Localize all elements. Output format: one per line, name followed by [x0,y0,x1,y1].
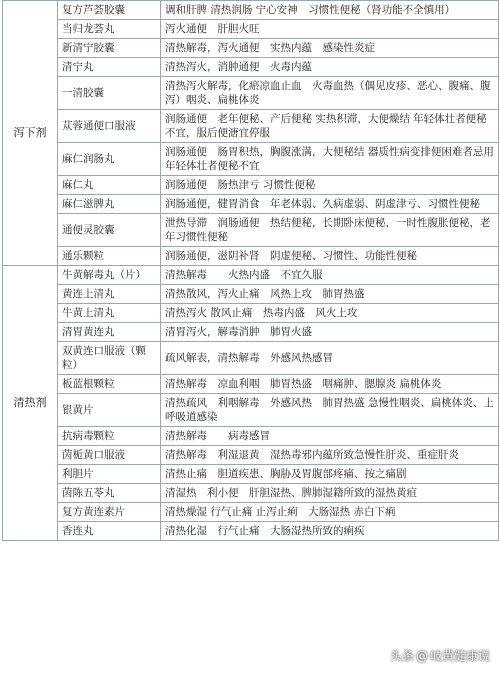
table-row [3,375,499,394]
indication-cell: 清热泻火解毒，化瘀凉血止血 火毒血热（偶见皮疹、恶心、腹痛、腹泻）咽炎、扁桃体炎 [161,77,499,110]
indication-cell: 清热解毒，泻火通便 实热内蕴 感染性炎症 [161,39,499,58]
indication-cell: 清热解毒 利湿退黄 湿热毒邪内蕴所致急慢性肝炎、重症肝炎 [161,446,499,465]
drug-name-cell: 银黄片 [58,394,161,427]
table-row [3,446,499,465]
drug-name-cell: 板蓝根颗粒 [58,375,161,394]
table-row [3,58,499,77]
category-cell: 泻下剂 [3,1,58,266]
drug-name-cell: 复方黄连素片 [58,503,161,522]
drug-name-cell: 清宁丸 [58,58,161,77]
table-row [3,394,499,427]
table-row [3,522,499,541]
table-row [3,143,499,176]
table-row [3,304,499,323]
drug-name-cell: 通便灵胶囊 [58,214,161,247]
drug-name-cell: 麻仁丸 [58,176,161,195]
table-row [3,465,499,484]
table-row [3,176,499,195]
drug-name-cell: 新清宁胶囊 [58,39,161,58]
indication-cell: 调和肝脾 清热润肠 宁心安神 习惯性便秘（肾功能不全慎用） [161,1,499,20]
indication-cell: 清热散风，泻火止痛 风热上攻 肺胃热盛 [161,285,499,304]
drug-name-cell: 一清胶囊 [58,77,161,110]
drug-name-cell: 通乐颗粒 [58,247,161,266]
drug-name-cell: 苁蓉通便口服液 [58,110,161,143]
table-row [3,1,499,20]
table-row [3,77,499,110]
drug-name-cell: 抗病毒颗粒 [58,427,161,446]
drug-name-cell: 麻仁润肠丸 [58,143,161,176]
table-row [3,110,499,143]
drug-name-cell: 牛黄上清丸 [58,304,161,323]
indication-cell: 清热疏风 利咽解毒 外感风热 肺胃热盛 急慢性咽炎、扁桃体炎、上呼吸道感染 [161,394,499,427]
table-row [3,484,499,503]
indication-cell: 清热泻火 散风止痛 热毒内盛 风火上攻 [161,304,499,323]
indication-cell: 清热泻火，消肿通便 火毒内蕴 [161,58,499,77]
indication-cell: 清热解毒 病毒感冒 [161,427,499,446]
table-row [3,247,499,266]
indication-cell: 泻火通便 肝胆火旺 [161,20,499,39]
indication-cell: 清胃泻火，解毒消肿 肺胃火盛 [161,323,499,342]
drug-name-cell: 复方芦荟胶囊 [58,1,161,20]
indication-cell: 润肠通便 肠热津亏 习惯性便秘 [161,176,499,195]
indication-cell: 清热解毒 火热内盛 不宜久服 [161,266,499,285]
watermark-platform: 头条 [389,649,414,663]
indication-cell: 清热解毒 凉血利咽 肺胃热盛 咽痛肿、腮腺炎 扁桃体炎 [161,375,499,394]
drug-name-cell: 清胃黄连丸 [58,323,161,342]
indication-cell: 润肠通便 老年便秘、产后便秘 实热积滞，大便燥结 年轻体壮者便秘不宜，服后便溏宜停服 [161,110,499,143]
indication-cell: 润肠通便，健胃消食 年老体弱、久病虚弱、阴虚津亏、习惯性便秘 [161,195,499,214]
indication-cell: 清热燥湿 行气止痛 止泻止痢 大肠湿热 赤白下痢 [161,503,499,522]
table-row [3,214,499,247]
table-row [3,20,499,39]
table-row [3,323,499,342]
drug-name-cell: 茵陈五苓丸 [58,484,161,503]
drug-name-cell: 香连丸 [58,522,161,541]
table-row [3,285,499,304]
drug-name-cell: 牛黄解毒丸（片） [58,266,161,285]
drug-name-cell: 麻仁滋脾丸 [58,195,161,214]
drug-name-cell: 茵栀黄口服液 [58,446,161,465]
indication-cell: 润肠通便 肠胃积热，胸腹涨满，大便秘结 器质性病变排便困难者忌用 年轻体壮者便秘不宜 [161,143,499,176]
table-row [3,503,499,522]
table-row [3,39,499,58]
indication-cell: 泄热导滞 润肠通便 热结便秘，长期卧床便秘，一时性腹胀便秘，老年习惯性便秘 [161,214,499,247]
drug-name-cell: 双黄连口服液（颗粒） [58,342,161,375]
table-row [3,266,499,285]
indication-cell: 清热化湿 行气止痛 大肠湿热所致的痢疾 [161,522,499,541]
category-cell: 清热剂 [3,266,58,541]
table-row [3,427,499,446]
drug-name-cell: 黄连上清丸 [58,285,161,304]
indication-cell: 清湿热 利小便 肝胆湿热、脾肺湿籍所致的湿热黄疸 [161,484,499,503]
table-row [3,342,499,375]
indication-cell: 疏风解表，清热解毒 外感风热感冒 [161,342,499,375]
table-body [3,1,499,541]
watermark [390,647,490,664]
table-row [3,195,499,214]
drug-table [2,0,499,541]
drug-name-cell: 利胆片 [58,465,161,484]
watermark-separator: @ [415,648,428,663]
indication-cell: 清热止痛 胆道疾患、胸胁及胃腹部疼痛、按之痛剧 [161,465,499,484]
drug-name-cell: 当归龙荟丸 [58,20,161,39]
watermark-author: 岐黄健康说 [429,649,490,663]
indication-cell: 润肠通便，滋阴补肾 阴虚便秘、习惯性、功能性便秘 [161,247,499,266]
